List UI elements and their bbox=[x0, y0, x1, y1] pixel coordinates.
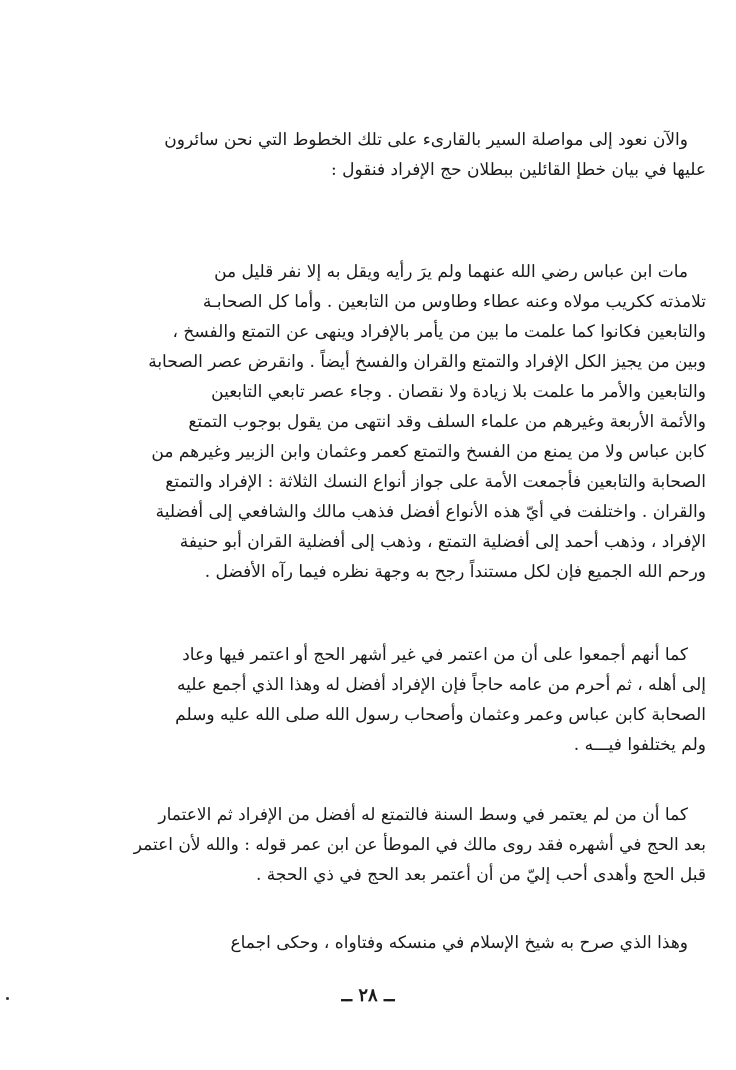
text-line: إلى أهله ، ثم أحرم من عامه حاجاً فإن الإفراد أفضل له وهذا الذي أجمع عليه bbox=[176, 675, 706, 695]
text-line: والقران . واختلفت في أيّ هذه الأنواع أفضل فذهب مالك والشافعي إلى أفضلية bbox=[155, 502, 706, 522]
text-line: وهذا الذي صرح به شيخ الإسلام في منسكه وفتاواه ، وحكى اجماع bbox=[230, 933, 688, 953]
paragraph-shaykh-islam bbox=[40, 928, 706, 958]
paragraph-tamattu bbox=[40, 800, 706, 890]
text-line: والتابعين والأمر ما علمت بلا زيادة ولا نقصان . وجاء عصر تابعي التابعين bbox=[211, 382, 706, 402]
scan-mark bbox=[6, 997, 9, 1000]
text-line: كما أنهم أجمعوا على أن من اعتمر في غير أشهر الحج أو اعتمر فيها وعاد bbox=[182, 645, 688, 665]
text-line: قبل الحج وأهدى أحب إليّ من أن أعتمر بعد الحج في ذي الحجة . bbox=[255, 865, 706, 885]
text-line: الصحابة كابن عباس وعمر وعثمان وأصحاب رسول الله صلى الله عليه وسلم bbox=[175, 705, 706, 725]
text-line: والأئمة الأربعة وغيرهم من علماء السلف وقد انتهى من يقول بوجوب التمتع bbox=[188, 412, 706, 432]
text-line: ولم يختلفوا فيـــه . bbox=[573, 735, 706, 755]
text-line: بعد الحج في أشهره فقد روى مالك في الموطأ عن ابن عمر قوله : والله لأن اعتمر bbox=[133, 835, 706, 855]
text-line: تلامذته ككريب مولاه وعنه عطاء وطاوس من التابعين . وأما كل الصحابـة bbox=[202, 292, 706, 312]
page-number: ــ ٢٨ ــ bbox=[341, 985, 395, 1006]
text-line: وبين من يجيز الكل الإفراد والتمتع والقران والفسخ أيضاً . وانقرض عصر الصحابة bbox=[148, 352, 706, 372]
text-line: مات ابن عباس رضي الله عنهما ولم يرَ رأيه ويقل به إلا نفر قليل من bbox=[214, 262, 688, 282]
text-line: الإفراد ، وذهب أحمد إلى أفضلية التمتع ، وذهب إلى أفضلية القران أبو حنيفة bbox=[179, 532, 706, 552]
text-line: كابن عباس ولا من يمنع من الفسخ والتمتع كعمر وعثمان وابن الزبير وغيرهم من bbox=[151, 442, 706, 462]
text-line: والآن نعود إلى مواصلة السير بالقارىء على تلك الخطوط التي نحن سائرون bbox=[164, 130, 688, 150]
text-line: عليها في بيان خطإ القائلين ببطلان حج الإفراد فنقول : bbox=[331, 160, 706, 180]
paragraph-intro bbox=[40, 125, 706, 185]
paragraph-ibn-abbas bbox=[40, 257, 706, 587]
text-line: والتابعين فكانوا كما علمت ما بين من يأمر بالإفراد وينهى عن التمتع والفسخ ، bbox=[172, 322, 706, 342]
text-line: ورحم الله الجميع فإن لكل مستنداً رجح به وجهة نظره فيما رآه الأفضل . bbox=[204, 562, 706, 582]
text-line: كما أن من لم يعتمر في وسط السنة فالتمتع له أفضل من الإفراد ثم الاعتمار bbox=[158, 805, 688, 825]
text-line: الصحابة والتابعين فأجمعت الأمة على جواز أنواع النسك الثلاثة : الإفراد والتمتع bbox=[165, 472, 706, 492]
paragraph-consensus bbox=[40, 640, 706, 760]
